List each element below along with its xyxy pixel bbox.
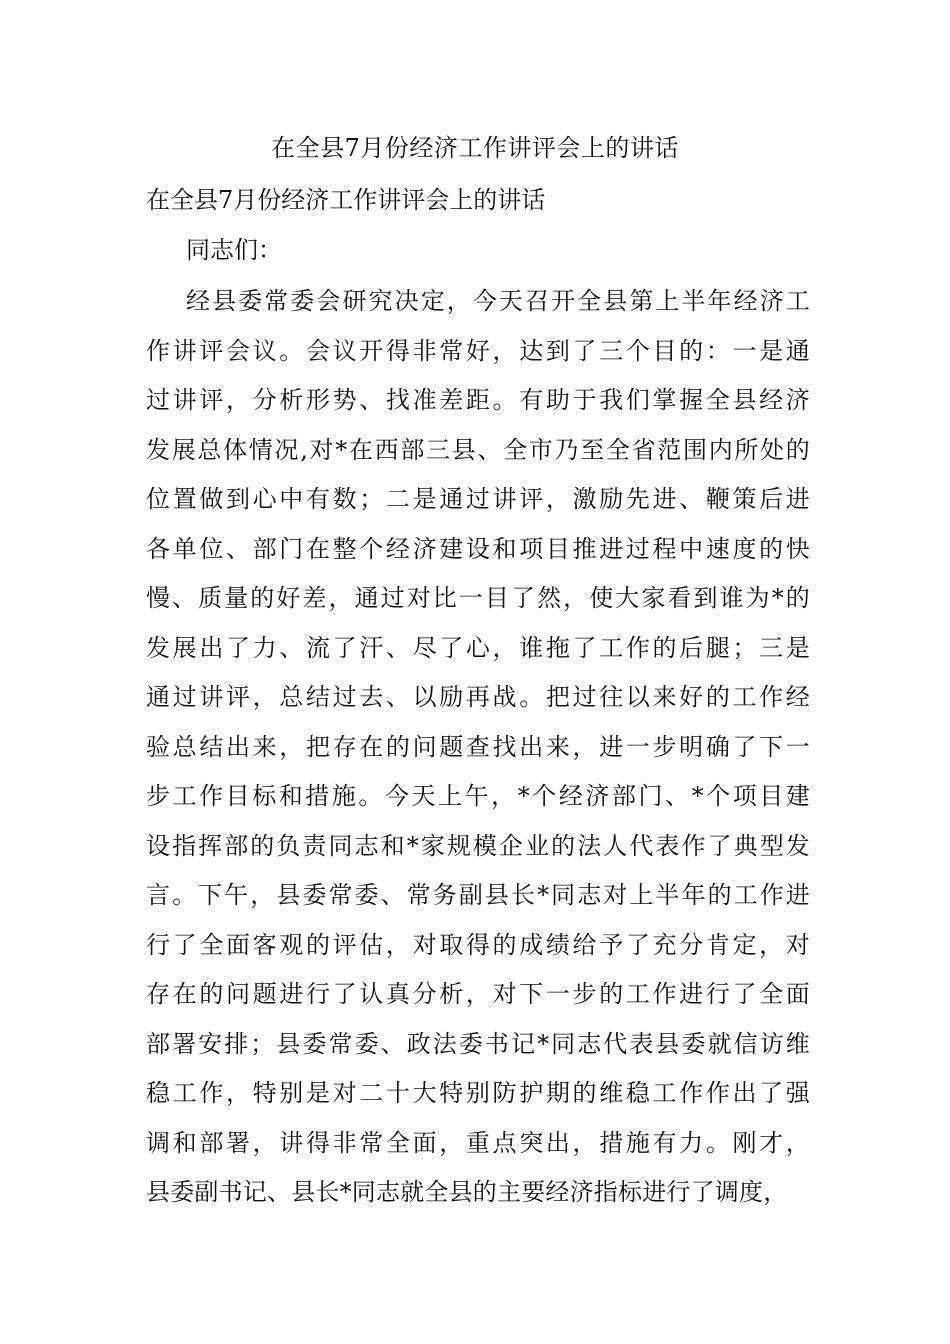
body-line: 发展总体情况,对*在西部三县、全市乃至全省范围内所处的 [146, 435, 810, 464]
body-line: 作讲评会议。会议开得非常好，达到了三个目的：一是通 [146, 336, 810, 365]
body-line: 验总结出来，把存在的问题查找出来，进一步明确了下一 [146, 732, 810, 761]
body-line: 步工作目标和措施。今天上午，*个经济部门、*个项目建 [146, 782, 810, 810]
body-line: 慢、质量的好差，通过对比一目了然，使大家看到谁为*的 [146, 584, 810, 612]
document-title: 在全县7月份经济工作讲评会上的讲话 [271, 134, 679, 162]
body-line: 通过讲评，总结过去、以励再战。把过往以来好的工作经 [146, 683, 810, 711]
body-paragraph [146, 277, 810, 1218]
body-line: 调和部署，讲得非常全面，重点突出，措施有力。刚才， [146, 1128, 810, 1157]
body-line: 设指挥部的负责同志和*家规模企业的法人代表作了典型发 [146, 831, 810, 860]
body-line: 行了全面客观的评估，对取得的成绩给予了充分肯定，对 [146, 930, 810, 959]
body-line: 经县委常委会研究决定，今天召开全县第上半年经济工 [186, 287, 810, 315]
body-line: 言。下午，县委常委、常务副县长*同志对上半年的工作进 [146, 881, 810, 909]
document-subtitle: 在全县7月份经济工作讲评会上的讲话 [146, 186, 546, 214]
body-line: 部署安排；县委常委、政法委书记*同志代表县委就信访维 [146, 1029, 810, 1058]
body-line: 稳工作，特别是对二十大特别防护期的维稳工作作出了强 [146, 1079, 810, 1107]
body-line: 各单位、部门在整个经济建设和项目推进过程中速度的快 [146, 534, 810, 563]
body-line: 县委副书记、县长*同志就全县的主要经济指标进行了调度， [146, 1178, 788, 1206]
body-line: 过讲评，分析形势、找准差距。有助于我们掌握全县经济 [146, 386, 810, 414]
greeting: 同志们： [186, 236, 282, 264]
body-line: 存在的问题进行了认真分析，对下一步的工作进行了全面 [146, 980, 810, 1008]
body-line: 位置做到心中有数；二是通过讲评，激励先进、鞭策后进 [146, 485, 810, 513]
body-line: 发展出了力、流了汗、尽了心，谁拖了工作的后腿；三是 [146, 633, 810, 662]
